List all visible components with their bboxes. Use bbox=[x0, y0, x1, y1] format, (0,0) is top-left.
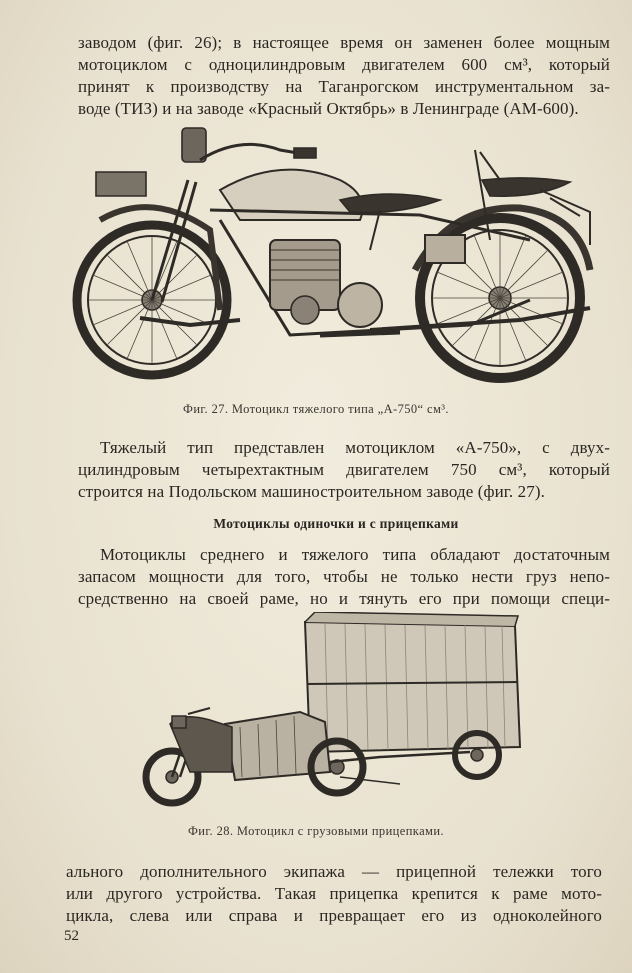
page-number: 52 bbox=[64, 928, 79, 944]
text-line: цикла, слева или справа и превращает его из одноколейного bbox=[66, 906, 602, 925]
figure-28-motorcycle-trailer-illustration bbox=[140, 612, 525, 822]
text-line: заводом (фиг. 26); в настоящее время он заменен более мощным bbox=[78, 33, 610, 52]
text-line: или другого устройства. Такая прицепка крепится к раме мото- bbox=[66, 884, 602, 903]
text-line: принят к производству на Таганрогском инструментальном за- bbox=[78, 77, 610, 96]
text-line: Тяжелый тип представлен мотоциклом «А-750», с двух- bbox=[100, 438, 610, 457]
text-line: цилиндровым четырехтактным двигателем 750 см³, который bbox=[78, 460, 610, 479]
text-line: средственно на своей раме, но и тянуть его при помощи специ- bbox=[78, 589, 610, 608]
text-line: запасом мощности для того, чтобы не только нести груз непо- bbox=[78, 567, 610, 586]
figure-28-caption: Фиг. 28. Мотоцикл с грузовыми прицепками. bbox=[188, 824, 444, 838]
middle-paragraph bbox=[78, 437, 610, 503]
text-line: строится на Подольском машиностроительном заводе (фиг. 27). bbox=[78, 482, 545, 501]
section-paragraph bbox=[78, 544, 610, 610]
text-line: ального дополнительного экипажа — прицепной тележки того bbox=[66, 862, 602, 881]
bottom-paragraph bbox=[66, 861, 602, 927]
text-line: Мотоциклы среднего и тяжелого типа обладают достаточным bbox=[100, 545, 610, 564]
section-heading: Мотоциклы одиночки и с прицепками bbox=[213, 516, 459, 531]
figure-27-caption: Фиг. 27. Мотоцикл тяжелого типа „А-750“ см³. bbox=[183, 402, 449, 416]
figure-27-motorcycle-illustration bbox=[70, 120, 610, 395]
text-line: воде (ТИЗ) и на заводе «Красный Октябрь» в Ленинграде (АМ-600). bbox=[78, 99, 579, 118]
top-paragraph bbox=[78, 32, 610, 120]
text-line: мотоциклом с одноцилиндровым двигателем 600 см³, который bbox=[78, 55, 610, 74]
